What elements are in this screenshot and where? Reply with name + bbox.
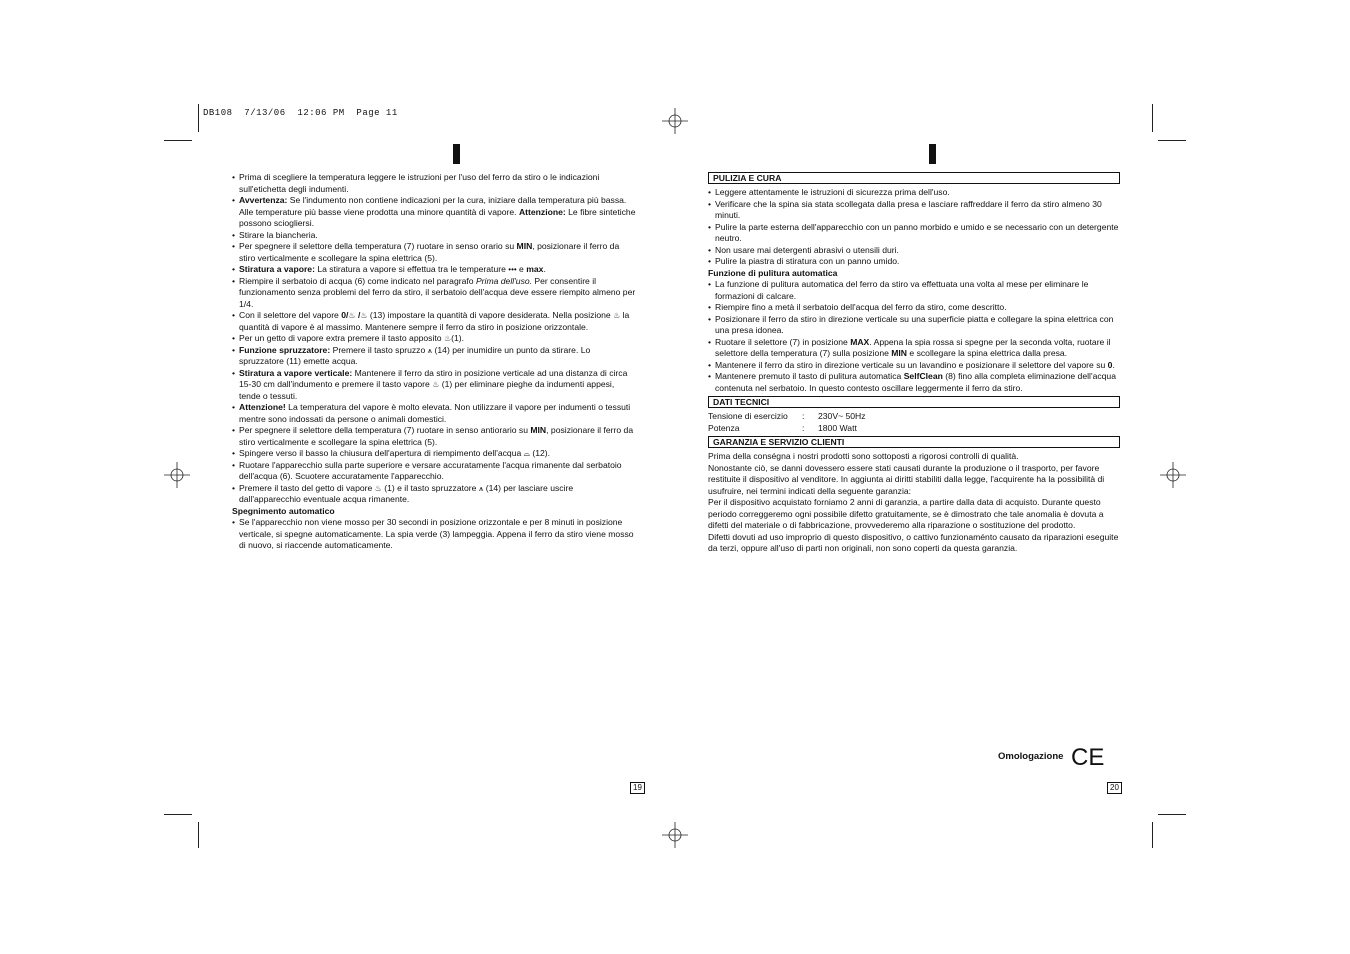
spec-row bbox=[708, 423, 1120, 435]
ce-mark-text: CE bbox=[1071, 744, 1105, 768]
section-heading: GARANZIA E SERVIZIO CLIENTI bbox=[708, 436, 1120, 448]
crop-mark bbox=[164, 140, 192, 141]
registration-mark-icon bbox=[662, 822, 688, 848]
spec-separator: : bbox=[802, 411, 805, 421]
crop-mark bbox=[198, 822, 199, 848]
list-item: • Spingere verso il basso la chiusura dell'apertura di riempimento dell'acqua ⌓ (12). bbox=[232, 448, 636, 460]
list-item: • Ruotare il selettore (7) in posizione MAX. Appena la spia rossa si spegne per la seconda volta, ruotare il selettore della temperatura (7) sulla posizione MIN e scollegare la spina elettrica dalla presa. bbox=[708, 337, 1120, 360]
list-item: • Pulire la piastra di stiratura con un panno umido. bbox=[708, 256, 1120, 268]
crop-mark bbox=[164, 814, 192, 815]
list-item: • Mantenere il ferro da stiro in direzione verticale su un lavandino e posizionare il selettore del vapore su 0. bbox=[708, 360, 1120, 372]
section-subheading: Funzione di pulitura automatica bbox=[708, 267, 838, 278]
list-item: • Avvertenza: Se l'indumento non contiene indicazioni per la cura, iniziare dalla temperatura più bassa. Alle temperature più basse viene prodotta una minore quantità di vapore. Attenzione: Le fibre sintetiche possono sciogliersi. bbox=[232, 195, 636, 230]
spec-key: Potenza bbox=[708, 422, 740, 433]
spec-value: 1800 Watt bbox=[818, 422, 857, 433]
section-heading: DATI TECNICI bbox=[708, 396, 1120, 408]
spec-separator: : bbox=[802, 422, 805, 433]
spec-value: 230V~ 50Hz bbox=[818, 411, 866, 421]
left-page-content bbox=[232, 172, 636, 552]
paragraph: Nonostante ciò, se danni dovessero essere stati causati durante la produzione o il trasporto, per favore restituite il dispositivo al venditore. In aggiunta ai diritti stabiliti dalla legge, l'acquirente ha la possibilità di usufruire, nei termini indicati della seguente garanzia: bbox=[708, 462, 1105, 496]
list-item: • Attenzione! La temperatura del vapore è molto elevata. Non utilizzare il vapore per indumenti o tessuti mentre sono indossati da persone o animali domestici. bbox=[232, 402, 636, 425]
spec-row bbox=[708, 411, 1120, 423]
list-item: • Prima di scegliere la temperatura leggere le istruzioni per l'uso del ferro da stiro o le indicazioni sull'etichetta degli indumenti. bbox=[232, 172, 636, 195]
list-item: • Stirare la biancheria. bbox=[232, 230, 636, 242]
list-item: • Stiratura a vapore: La stiratura a vapore si effettua tra le temperature ••• e max. bbox=[232, 264, 636, 276]
list-item: • Posizionare il ferro da stiro in direzione verticale su una superficie piatta e collegare la spina elettrica con una presa idonea. bbox=[708, 314, 1120, 337]
registration-mark-icon bbox=[662, 108, 688, 134]
list-item: • Per spegnere il selettore della temperatura (7) ruotare in senso antiorario su MIN, posizionare il ferro da stiro verticalmente e scollegare la spina elettrica (5). bbox=[232, 425, 636, 448]
list-item: • Non usare mai detergenti abrasivi o utensili duri. bbox=[708, 245, 1120, 257]
list-item: • Con il selettore del vapore 0/♨ /♨ (13) impostare la quantità di vapore desiderata. Nella posizione ♨ la quantità di vapore è al massimo. Mantenere sempre il ferro da stiro in posizione orizzontale. bbox=[232, 310, 636, 333]
list-item: • Per un getto di vapore extra premere il tasto apposito ♨(1). bbox=[232, 333, 636, 345]
registration-mark-icon bbox=[1160, 462, 1186, 488]
list-item: • Stiratura a vapore verticale: Mantenere il ferro da stiro in posizione verticale ad una distanza di circa 15-30 cm dall'indumento e premere il tasto vapore ♨ (1) per eliminare pieghe da indumenti appesi, tende o tessuti. bbox=[232, 368, 636, 403]
bullet-list bbox=[232, 517, 636, 552]
language-tab-marker bbox=[453, 144, 460, 164]
section-subheading: Spegnimento automatico bbox=[232, 505, 335, 516]
spec-key: Tensione di esercizio bbox=[708, 411, 788, 421]
list-item: • Funzione spruzzatore: Premere il tasto spruzzo ⩚ (14) per inumidire un punto da stirare. Lo spruzzatore (11) emette acqua. bbox=[232, 345, 636, 368]
ce-mark-icon bbox=[1071, 744, 1105, 768]
paragraph: Prima della conségna i nostri prodotti sono sottoposti a rigorosi controlli di qualità. bbox=[708, 451, 1019, 461]
page-number-left: 19 bbox=[630, 782, 645, 794]
list-item: • Leggere attentamente le istruzioni di sicurezza prima dell'uso. bbox=[708, 187, 1120, 199]
crop-mark bbox=[1152, 104, 1153, 132]
list-item: • Riempire fino a metà il serbatoio dell'acqua del ferro da stiro, come descritto. bbox=[708, 302, 1120, 314]
paragraph: Difetti dovuti ad uso improprio di questo dispositivo, o cattivo funzionaménto causato da riparazioni eseguite da terzi, oppure all'uso di parti non originali, non sono coperti da questa garanzia. bbox=[708, 531, 1119, 553]
paragraph: Per il dispositivo acquistato forniamo 2 anni di garanzia, a partire dalla data di acquisto. Durante questo periodo correggeremo ogni possibile difetto gratuitamente, se è dimostrato che tale anomalia è dovuta a difetti del materiale o di fabbricazione, provvederemo alla riparazione o sostituzione del prodotto. bbox=[708, 497, 1104, 530]
right-page-content bbox=[708, 172, 1120, 555]
crop-mark bbox=[1158, 140, 1186, 141]
crop-mark bbox=[1152, 822, 1153, 848]
list-item: • La funzione di pulitura automatica del ferro da stiro va effettuata una volta al mese per eliminare le formazioni di calcare. bbox=[708, 279, 1120, 302]
list-item: • Riempire il serbatoio di acqua (6) come indicato nel paragrafo Prima dell'uso. Per consentire il funzionamento senza problemi del ferro da stiro, il serbatoio dell'acqua deve essere riempito almeno per 1/4. bbox=[232, 276, 636, 311]
registration-mark-icon bbox=[164, 462, 190, 488]
list-item: • Premere il tasto del getto di vapore ♨ (1) e il tasto spruzzatore ⩚ (14) per lasciare uscire dall'apparecchio eventuale acqua rimanente. bbox=[232, 483, 636, 506]
crop-mark bbox=[1158, 814, 1186, 815]
list-item: • Pulire la parte esterna dell'apparecchio con un panno morbido e umido e se necessario con un detergente neutro. bbox=[708, 222, 1120, 245]
crop-mark bbox=[198, 104, 199, 132]
bullet-list bbox=[232, 172, 636, 506]
bullet-list bbox=[708, 279, 1120, 394]
list-item: • Mantenere premuto il tasto di pulitura automatica SelfClean (8) fino alla completa eliminazione dell'acqua contenuta nel serbatoio. In questo contesto oscillare leggermente il ferro da stiro. bbox=[708, 371, 1120, 394]
list-item: • Per spegnere il selettore della temperatura (7) ruotare in senso orario su MIN, posizionare il ferro da stiro verticalmente e scollegare la spina elettrica (5). bbox=[232, 241, 636, 264]
list-item: • Ruotare l'apparecchio sulla parte superiore e versare accuratamente l'acqua rimanente dal serbatoio dell'acqua (6). Scuotere accuratamente l'apparecchio. bbox=[232, 460, 636, 483]
section-heading: PULIZIA E CURA bbox=[708, 172, 1120, 184]
list-item: • Se l'apparecchio non viene mosso per 30 secondi in posizione orizzontale e per 8 minuti in posizione verticale, si spegne automaticamente. La spia verde (3) lampeggia. Appena il ferro da stiro viene mosso di nuovo, si riaccende automaticamente. bbox=[232, 517, 636, 552]
page-number-right: 20 bbox=[1107, 782, 1122, 794]
print-slug: DB108 7/13/06 12:06 PM Page 11 bbox=[203, 108, 398, 118]
approval-label: Omologazione bbox=[998, 750, 1064, 762]
approval-mark bbox=[998, 744, 1105, 768]
bullet-list bbox=[708, 187, 1120, 268]
list-item: • Verificare che la spina sia stata scollegata dalla presa e lasciare raffreddare il ferro da stiro almeno 30 minuti. bbox=[708, 199, 1120, 222]
language-tab-marker bbox=[929, 144, 936, 164]
